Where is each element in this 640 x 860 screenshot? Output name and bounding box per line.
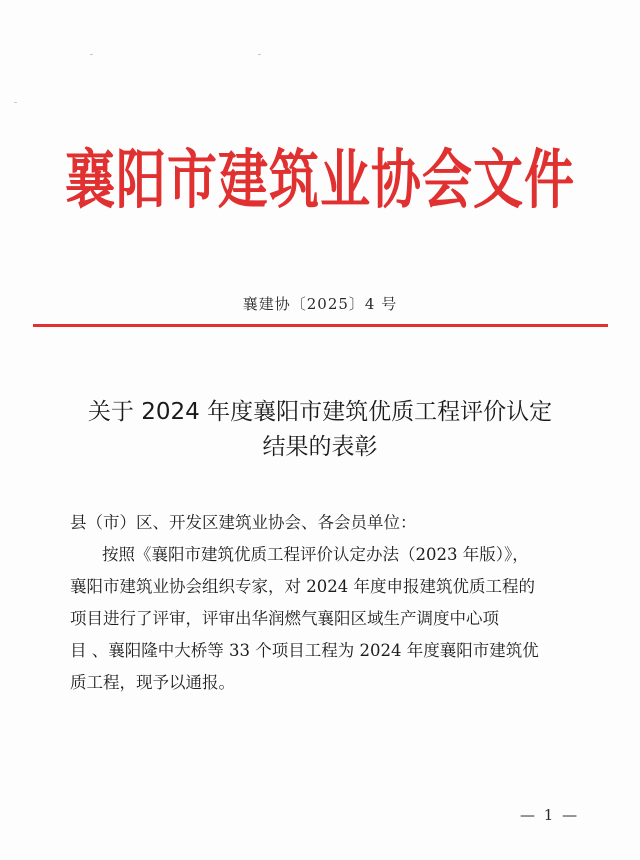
salutation: 县（市）区、开发区建筑业协会、各会员单位： [70, 513, 417, 532]
scan-speck [258, 54, 261, 55]
document-number: 襄建协〔2025〕4 号 [242, 295, 398, 313]
body-line: 项目进行了评审，评审出华润燃气襄阳区域生产调度中心项 [70, 609, 499, 628]
body-line: 质工程，现予以通报。 [70, 673, 235, 692]
red-divider-line [33, 324, 608, 327]
scan-speck [14, 102, 17, 103]
body-line: 按照《襄阳市建筑优质工程评价认定办法（2023 年版）》， [102, 545, 529, 564]
scan-speck [90, 54, 93, 55]
body-line: 襄阳市建筑业协会组织专家，对 2024 年度申报建筑优质工程的 [70, 577, 535, 596]
document-header-title: 襄阳市建筑业协会文件 [65, 141, 575, 218]
document-title-line-1: 关于 2024 年度襄阳市建筑优质工程评价认定 [87, 399, 553, 425]
document-title-line-2: 结果的表彰 [262, 434, 378, 460]
page-number: — 1 — [520, 806, 580, 824]
body-line: 目 、襄阳隆中大桥等 33 个项目工程为 2024 年度襄阳市建筑优 [70, 641, 539, 660]
